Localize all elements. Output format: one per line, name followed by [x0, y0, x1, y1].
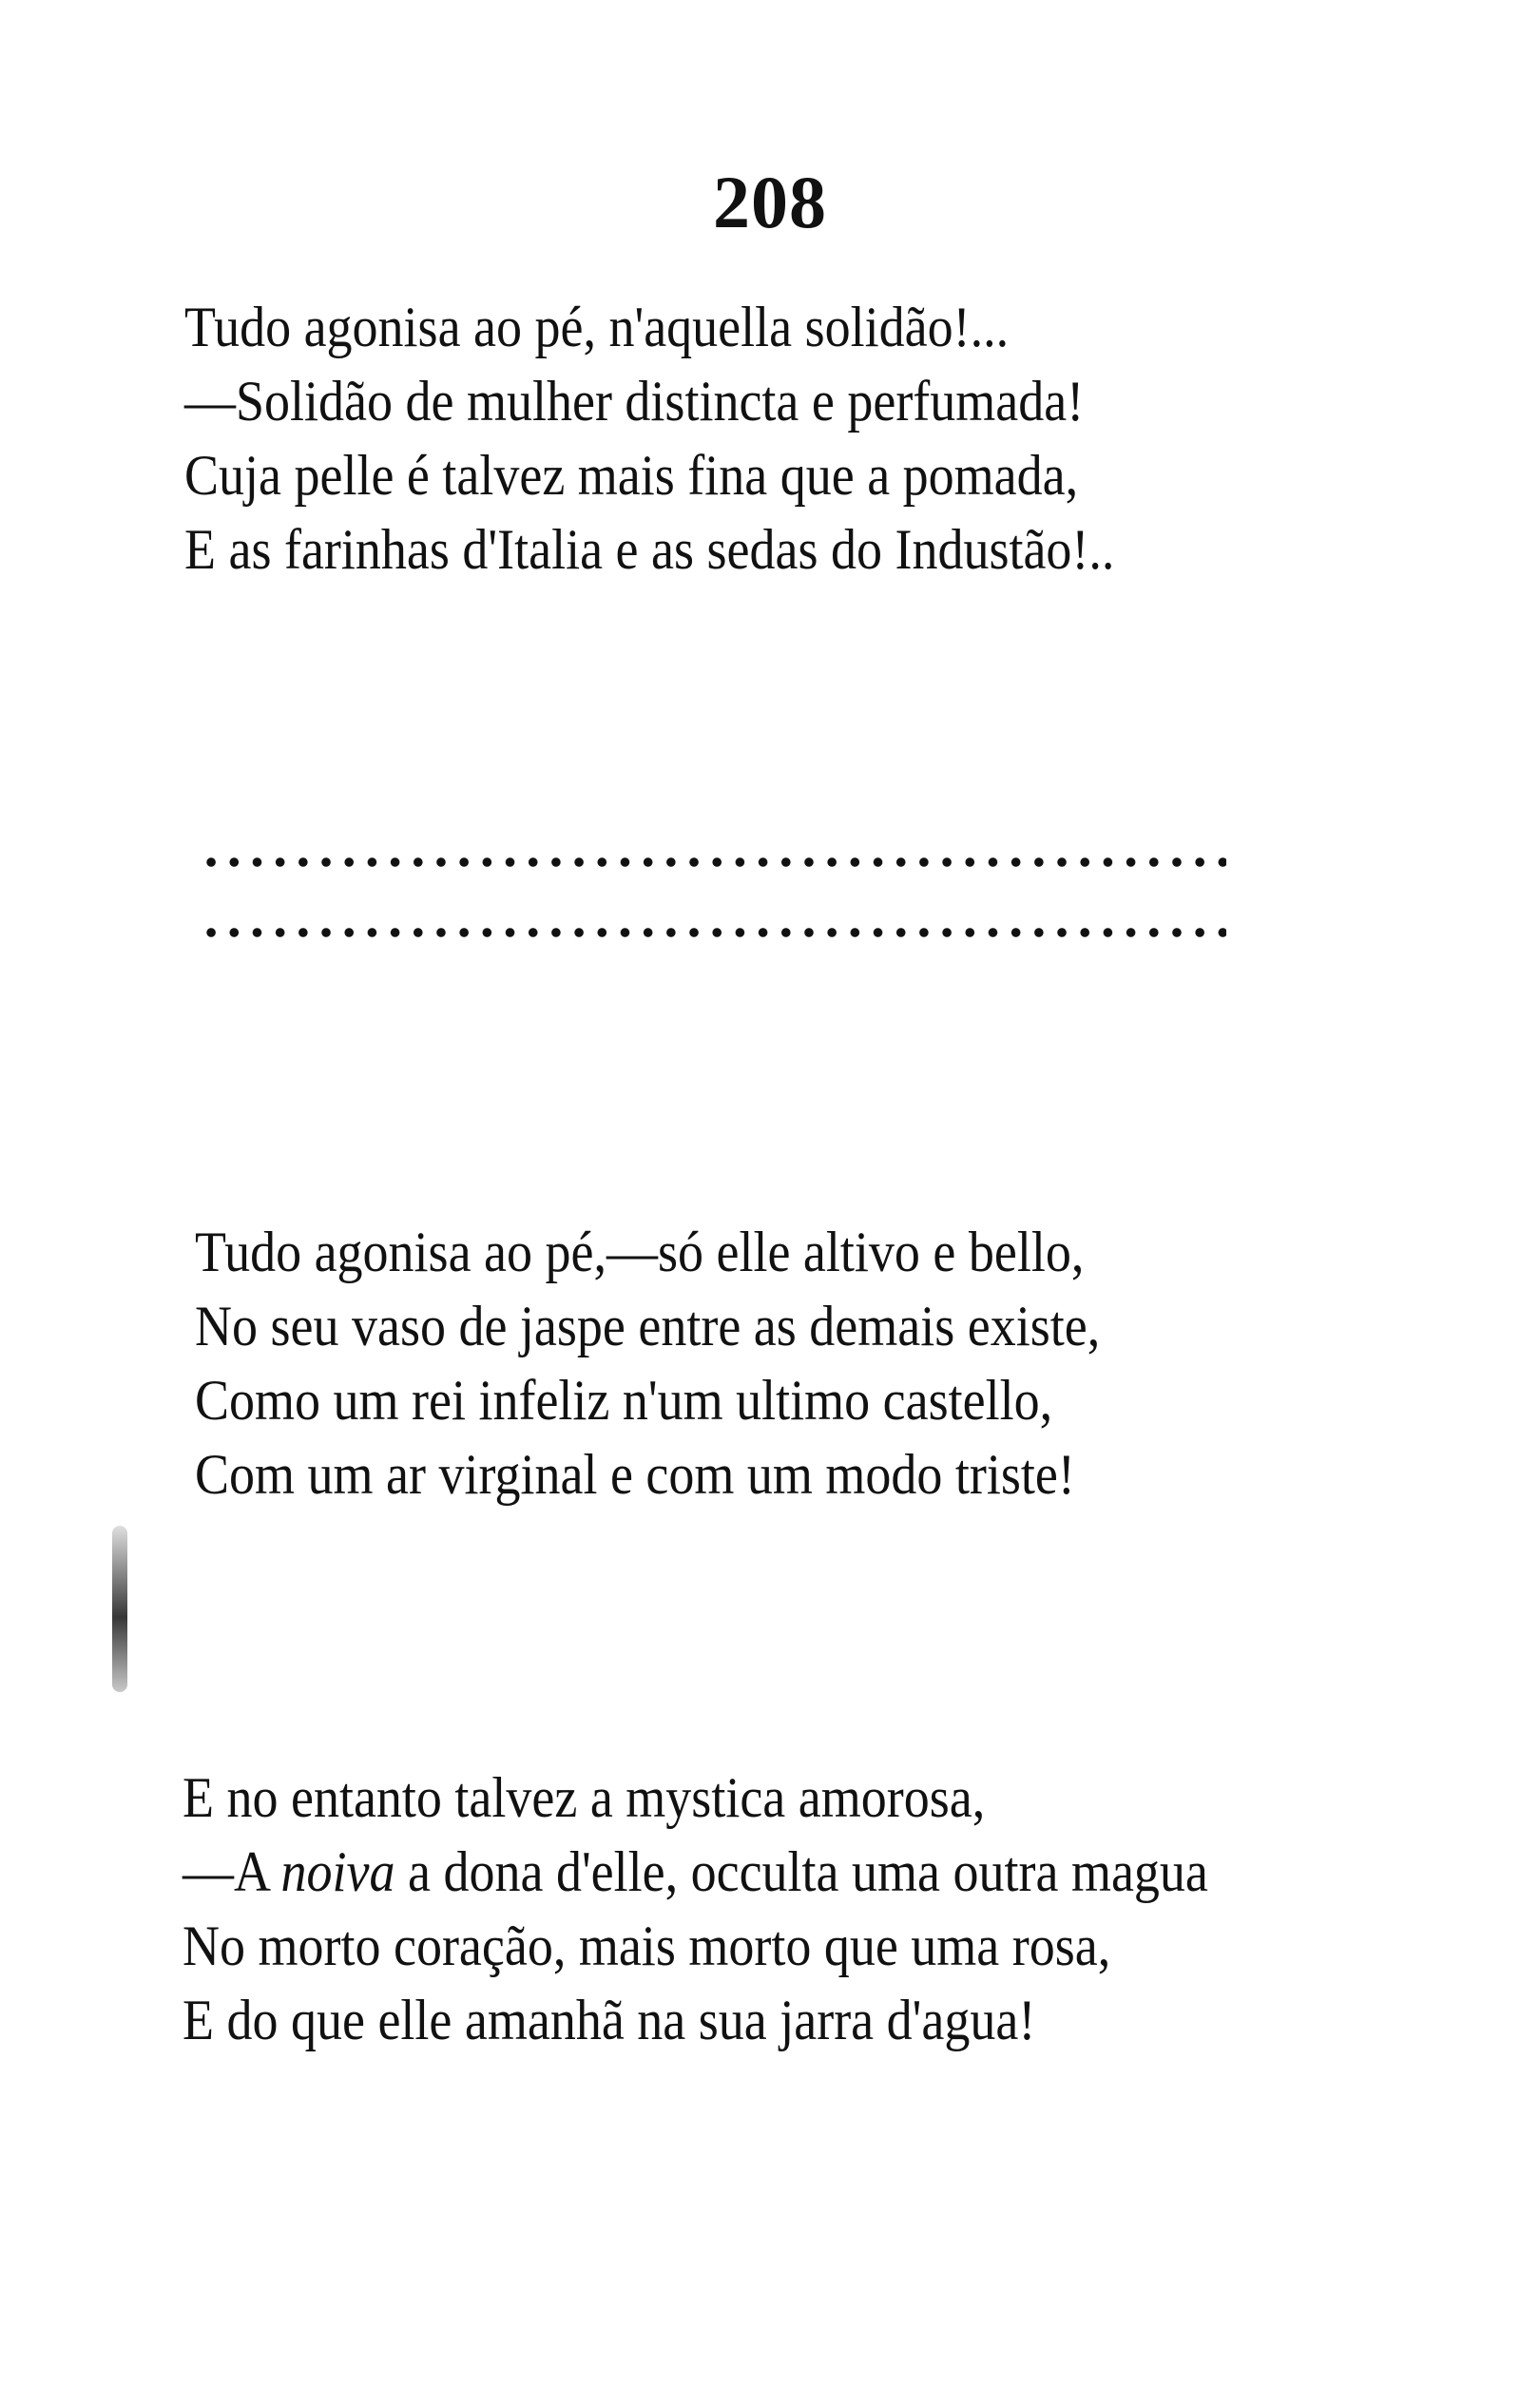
verse-line: Com um ar virginal e com um modo triste!: [195, 1443, 1075, 1506]
verse-line: [183, 1835, 1208, 1909]
verse-line: Cuja pelle é talvez mais fina que a pomada,: [184, 444, 1079, 507]
verse-line: Tudo agonisa ao pé,—só elle altivo e bello,: [195, 1221, 1085, 1283]
verse-line: —Solidão de mulher distincta e perfumada!: [184, 370, 1085, 433]
stanza-1: [184, 290, 1218, 587]
verse-line: E as farinhas d'Italia e as sedas do Industão!..: [184, 518, 1115, 581]
verse-line: Tudo agonisa ao pé, n'aquella solidão!...: [184, 296, 1010, 358]
verse-line: Como um rei infeliz n'um ultimo castello,: [195, 1369, 1053, 1432]
stanza-3: [183, 1761, 1322, 2057]
verse-fragment: —A: [183, 1840, 281, 1903]
verse-line: No seu vaso de jaspe entre as demais existe,: [195, 1295, 1101, 1357]
italic-word: noiva: [280, 1840, 395, 1903]
margin-smudge: [112, 1526, 127, 1692]
verse-line: E do que elle amanhã na sua jarra d'agua!: [183, 1989, 1036, 2051]
stanza-2: [195, 1215, 1201, 1511]
ellipsis-separator: [200, 856, 1226, 869]
verse-line: E no entanto talvez a mystica amorosa,: [183, 1766, 986, 1829]
ellipsis-separator: [200, 926, 1226, 939]
verse-fragment: a dona d'elle, occulta uma outra magua: [395, 1840, 1208, 1903]
page-number: 208: [713, 161, 827, 243]
verse-line: No morto coração, mais morto que uma rosa,: [183, 1915, 1111, 1977]
